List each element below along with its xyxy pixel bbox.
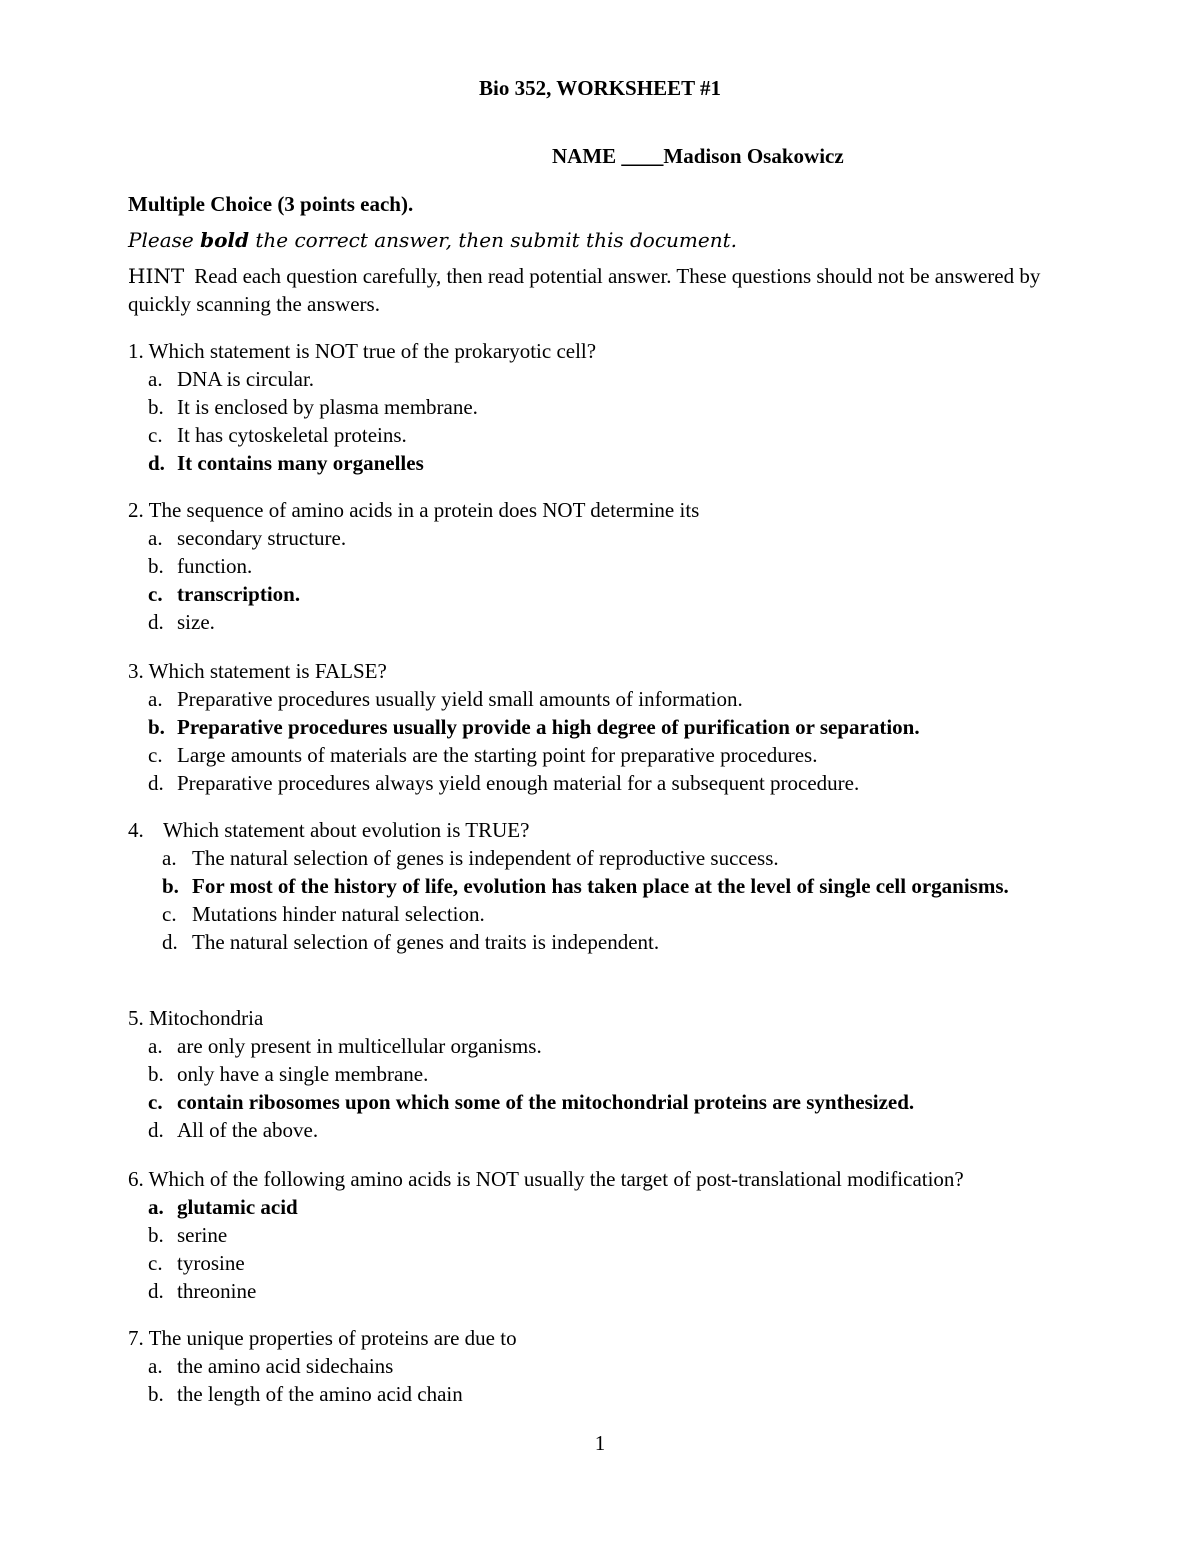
option-text: contain ribosomes upon which some of the mitochondrial proteins are synthesized. — [177, 1090, 915, 1114]
answer-option-a[interactable] — [128, 365, 1088, 393]
section-title: Multiple Choice (3 points each). — [128, 192, 414, 216]
question-text — [128, 496, 1088, 524]
question-prompt: The unique properties of proteins are due to — [148, 1326, 517, 1350]
question-2 — [128, 496, 1088, 636]
answer-option-d[interactable] — [128, 1116, 1088, 1144]
option-text: Preparative procedures usually provide a high degree of purification or separation. — [177, 715, 920, 739]
answer-option-c-selected[interactable] — [128, 580, 1088, 608]
question-text — [128, 657, 1088, 685]
option-text: The natural selection of genes and traits is independent. — [192, 930, 660, 954]
answer-option-c[interactable] — [128, 1249, 1088, 1277]
answer-option-c[interactable] — [128, 900, 1088, 928]
answer-option-b-selected[interactable] — [128, 872, 1022, 900]
question-text — [128, 816, 1088, 844]
option-text: The natural selection of genes is independent of reproductive success. — [192, 846, 779, 870]
answer-option-a[interactable] — [128, 685, 1088, 713]
option-text: It contains many organelles — [177, 451, 424, 475]
question-prompt: Which statement about evolution is TRUE? — [163, 818, 530, 842]
answer-option-d[interactable] — [128, 608, 1088, 636]
question-number: 3. — [128, 659, 144, 683]
option-letter: b. — [148, 715, 165, 739]
option-letter: d. — [148, 1279, 164, 1303]
page-number: 1 — [594, 1431, 606, 1455]
answer-option-a[interactable] — [128, 524, 1088, 552]
option-text: function. — [177, 554, 253, 578]
question-prompt: Which statement is FALSE? — [148, 659, 387, 683]
option-text: Preparative procedures usually yield small amounts of information. — [177, 687, 743, 711]
option-letter: d. — [148, 1118, 164, 1142]
option-letter: b. — [148, 1062, 164, 1086]
answer-option-b[interactable] — [128, 552, 1088, 580]
option-letter: c. — [148, 1090, 163, 1114]
option-letter: a. — [148, 1354, 163, 1378]
answer-option-d[interactable] — [128, 769, 1088, 797]
option-letter: a. — [162, 846, 177, 870]
question-prompt: Mitochondria — [149, 1006, 264, 1030]
option-text: For most of the history of life, evolution has taken place at the level of single cell organisms. — [192, 874, 1009, 898]
answer-option-a[interactable] — [128, 844, 1088, 872]
option-letter: b. — [148, 395, 164, 419]
option-letter: b. — [162, 874, 179, 898]
question-text — [128, 1324, 1088, 1352]
option-text: Large amounts of materials are the starting point for preparative procedures. — [177, 743, 818, 767]
instruction-post: the correct answer, then submit this document. — [248, 228, 737, 252]
question-4 — [128, 816, 1088, 956]
hint-text: Read each question carefully, then read potential answer. These questions should not be answered by quickly scanning the answers. — [128, 264, 1041, 316]
student-name-line: NAME ____Madison Osakowicz — [552, 144, 844, 168]
question-number: 1. — [128, 339, 144, 363]
hint-label: HINT — [128, 264, 185, 288]
question-prompt: Which of the following amino acids is NOT usually the target of post-translational modification? — [148, 1167, 964, 1191]
option-text: Mutations hinder natural selection. — [192, 902, 485, 926]
option-text: DNA is circular. — [177, 367, 315, 391]
question-prompt: Which statement is NOT true of the prokaryotic cell? — [148, 339, 597, 363]
option-text: secondary structure. — [177, 526, 347, 550]
option-letter: d. — [148, 451, 165, 475]
option-letter: d. — [162, 930, 178, 954]
answer-option-b[interactable] — [128, 1060, 1088, 1088]
answer-option-c[interactable] — [128, 741, 1088, 769]
answer-option-d[interactable] — [128, 928, 1088, 956]
option-text: are only present in multicellular organisms. — [177, 1034, 542, 1058]
option-letter: a. — [148, 687, 163, 711]
answer-option-d[interactable] — [128, 1277, 1088, 1305]
answer-option-b[interactable] — [128, 1221, 1088, 1249]
option-letter: b. — [148, 554, 164, 578]
question-number: 2. — [128, 498, 144, 522]
answer-option-c-selected[interactable] — [128, 1088, 1088, 1116]
question-5 — [128, 1004, 1088, 1144]
option-letter: d. — [148, 610, 164, 634]
question-7 — [128, 1324, 1088, 1408]
option-letter: b. — [148, 1223, 164, 1247]
option-letter: a. — [148, 1195, 164, 1219]
option-letter: c. — [162, 902, 177, 926]
question-3 — [128, 657, 1088, 797]
question-6 — [128, 1165, 1088, 1305]
option-text: only have a single membrane. — [177, 1062, 429, 1086]
instruction-bold-word: bold — [200, 228, 249, 252]
option-text: All of the above. — [177, 1118, 319, 1142]
answer-option-c[interactable] — [128, 421, 1088, 449]
option-letter: c. — [148, 743, 163, 767]
option-letter: b. — [148, 1382, 164, 1406]
option-letter: d. — [148, 771, 164, 795]
option-text: It is enclosed by plasma membrane. — [177, 395, 478, 419]
question-number: 6. — [128, 1167, 144, 1191]
option-text: glutamic acid — [177, 1195, 298, 1219]
option-text: the length of the amino acid chain — [177, 1382, 463, 1406]
option-letter: a. — [148, 367, 163, 391]
answer-option-a[interactable] — [128, 1032, 1088, 1060]
option-text: serine — [177, 1223, 228, 1247]
option-letter: c. — [148, 423, 163, 447]
instruction-text — [128, 226, 737, 254]
option-text: the amino acid sidechains — [177, 1354, 394, 1378]
question-1 — [128, 337, 1088, 477]
question-text — [128, 1165, 1088, 1193]
worksheet-title: Bio 352, WORKSHEET #1 — [479, 76, 721, 100]
option-text: tyrosine — [177, 1251, 245, 1275]
option-letter: c. — [148, 1251, 163, 1275]
option-text: It has cytoskeletal proteins. — [177, 423, 407, 447]
question-number: 4. — [128, 818, 144, 842]
question-text — [128, 1004, 1088, 1032]
answer-option-b-selected[interactable] — [128, 713, 1088, 741]
question-number: 5. — [128, 1006, 144, 1030]
option-text: size. — [177, 610, 215, 634]
answer-option-b[interactable] — [128, 1380, 1088, 1408]
hint-paragraph — [128, 262, 1078, 318]
question-prompt: The sequence of amino acids in a protein does NOT determine its — [148, 498, 700, 522]
answer-option-a-selected[interactable] — [128, 1193, 1088, 1221]
option-text: threonine — [177, 1279, 257, 1303]
answer-option-a[interactable] — [128, 1352, 1088, 1380]
question-number: 7. — [128, 1326, 144, 1350]
answer-option-d-selected[interactable] — [128, 449, 1088, 477]
option-text: transcription. — [177, 582, 301, 606]
option-letter: a. — [148, 526, 163, 550]
option-text: Preparative procedures always yield enough material for a subsequent procedure. — [177, 771, 860, 795]
question-text — [128, 337, 1088, 365]
option-letter: c. — [148, 582, 163, 606]
option-letter: a. — [148, 1034, 163, 1058]
instruction-pre: Please — [128, 228, 201, 252]
answer-option-b[interactable] — [128, 393, 1088, 421]
